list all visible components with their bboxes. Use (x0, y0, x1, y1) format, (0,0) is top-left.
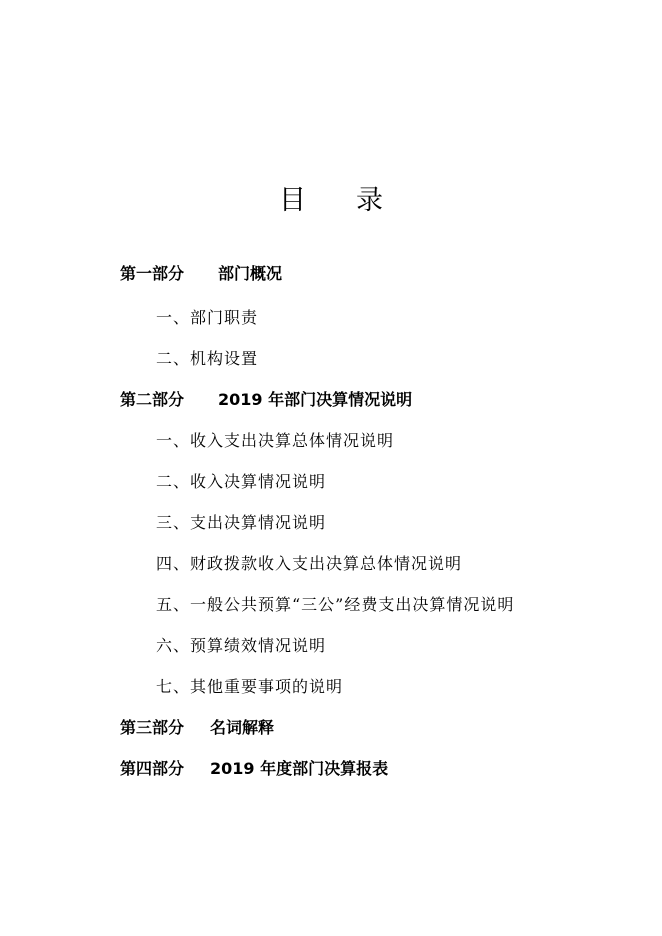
part-label: 第二部分 (120, 390, 185, 409)
part-label: 第四部分 (120, 759, 185, 778)
page-title (0, 178, 662, 217)
toc-item[interactable]: 四、财政拨款收入支出决算总体情况说明 (156, 554, 463, 573)
toc-item[interactable]: 二、机构设置 (156, 349, 259, 368)
title-char-2: 录 (356, 185, 383, 216)
toc-item[interactable]: 五、一般公共预算“三公”经费支出决算情况说明 (156, 595, 515, 614)
toc-item[interactable]: 六、预算绩效情况说明 (156, 636, 327, 655)
title-char-1: 目 (279, 185, 306, 216)
toc-part-1[interactable] (120, 262, 282, 286)
part-name: 2019 年度部门决算报表 (210, 759, 389, 778)
toc-item[interactable]: 七、其他重要事项的说明 (156, 677, 344, 696)
toc-part-3[interactable] (120, 716, 274, 740)
toc-part-4[interactable] (120, 757, 388, 781)
toc-item[interactable]: 二、收入决算情况说明 (156, 472, 327, 491)
part-label: 第一部分 (120, 264, 185, 283)
toc-item[interactable]: 一、部门职责 (156, 308, 259, 327)
part-name: 部门概况 (218, 264, 283, 283)
part-name: 名词解释 (210, 718, 275, 737)
toc-item[interactable]: 一、收入支出决算总体情况说明 (156, 431, 395, 450)
toc-part-2[interactable] (120, 388, 412, 412)
part-name: 2019 年部门决算情况说明 (218, 390, 413, 409)
part-label: 第三部分 (120, 718, 185, 737)
toc-item[interactable]: 三、支出决算情况说明 (156, 513, 327, 532)
